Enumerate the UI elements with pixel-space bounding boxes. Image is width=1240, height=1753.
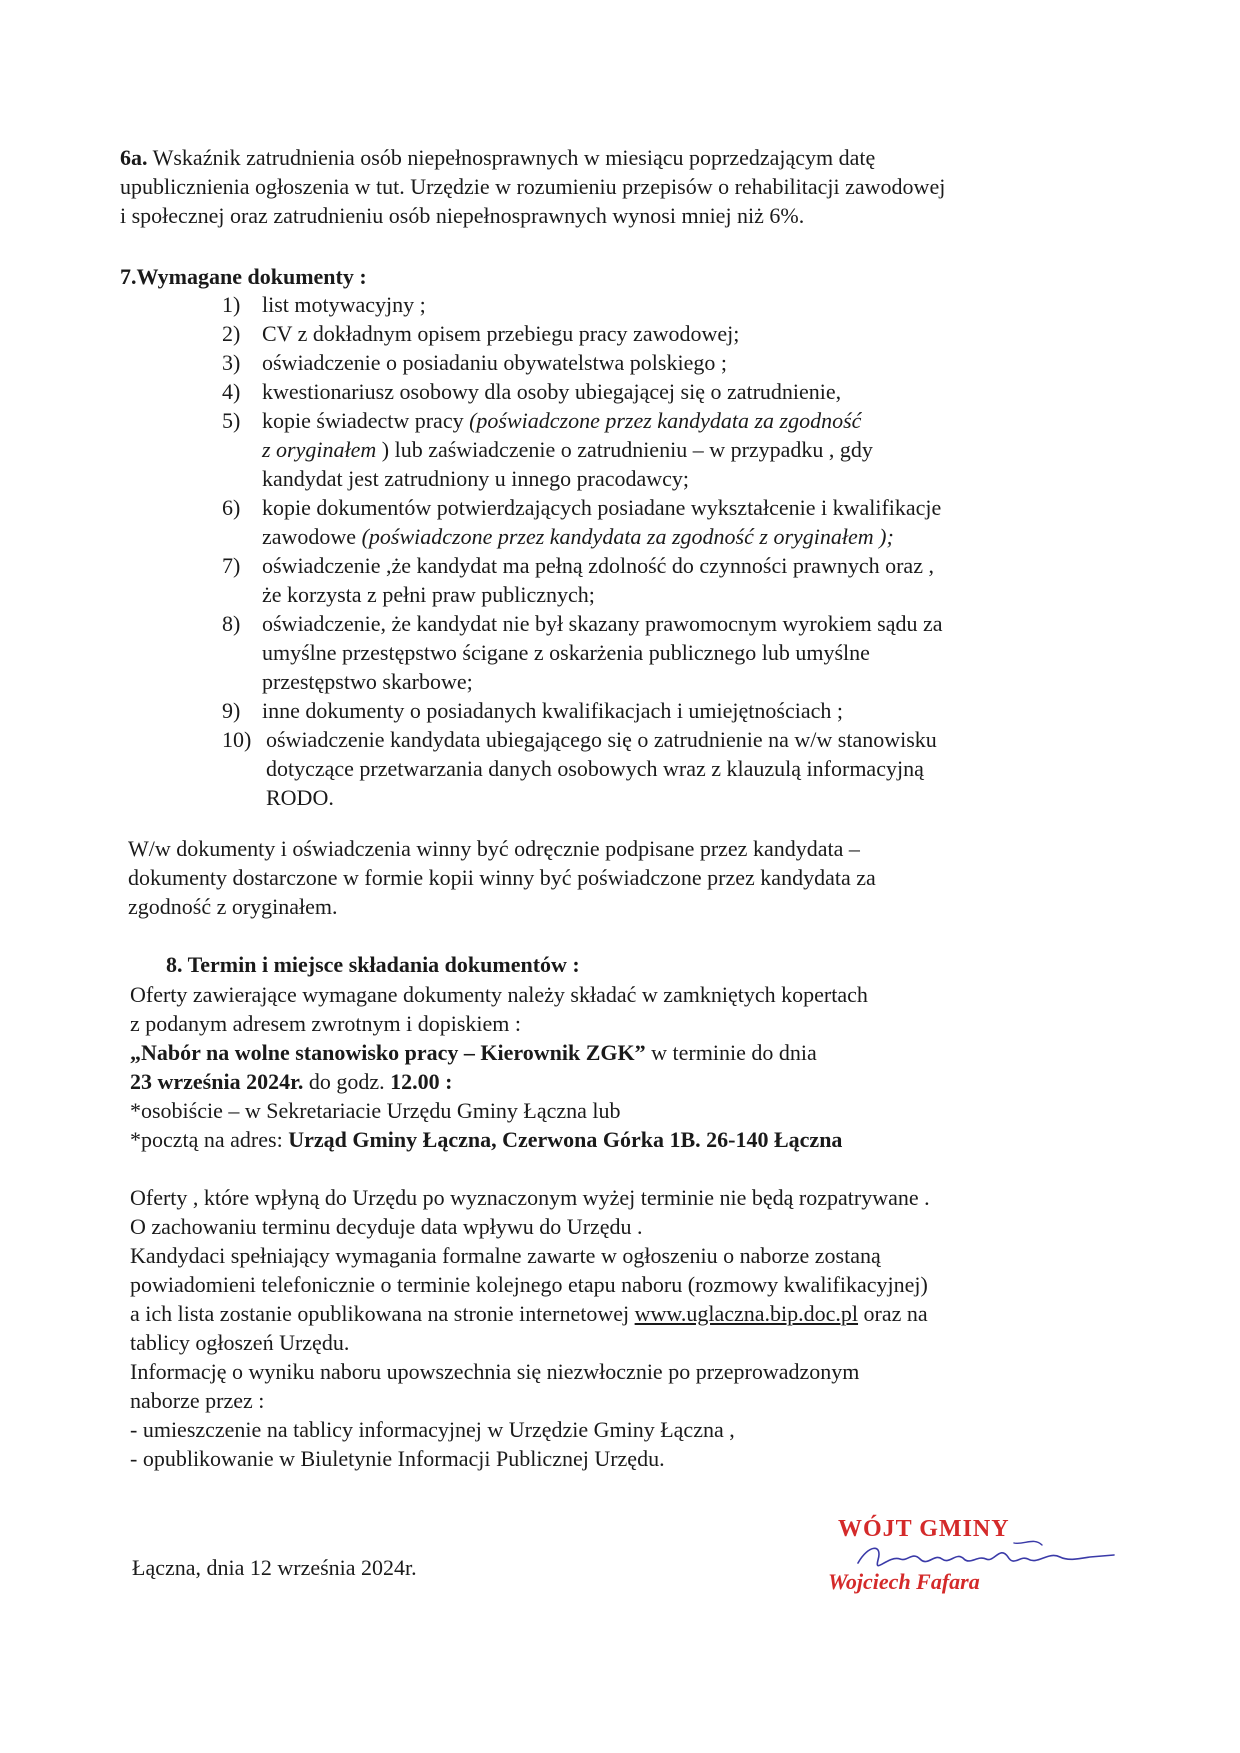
list-number: 10) [222,727,252,752]
section-6a-label: 6a. [120,145,148,170]
list-item: 3) oświadczenie o posiadaniu obywatelstwa polskiego ; [222,350,727,375]
submission-label: „Nabór na wolne stanowisko pracy – Kierownik ZGK” [130,1040,646,1065]
section-6a-line: i społecznej oraz zatrudnieniu osób niepełnosprawnych wynosi mniej niż 6%. [120,203,805,228]
signature-requirement-note: W/w dokumenty i oświadczenia winny być odręcznie podpisane przez kandydata – dokumenty dostarczone w formie kopii winny być poświadczone przez kandydata za zgodność z oryginałem. [128,836,876,919]
document-date: Łączna, dnia 12 września 2024r. [132,1555,417,1580]
handwritten-signature-icon [828,1515,1128,1615]
list-item: 4) kwestionariusz osobowy dla osoby ubiegającej się o zatrudnienie, [222,379,842,404]
list-number: 3) [222,350,241,375]
section-6a [120,143,1080,230]
list-item: 5) kopie świadectw pracy (poświadczone przez kandydata za zgodność z oryginałem ) lub zaświadczenie o zatrudnieniu – w przypadku , gdy kandydat jest zatrudniony u innego pracodawcy; [222,408,873,491]
stamp-title: WÓJT GMINY [838,1516,1010,1542]
list-number: 9) [222,698,241,723]
section-7-title: 7.Wymagane dokumenty : [120,264,367,289]
bip-website-link[interactable]: www.uglaczna.bip.doc.pl [634,1301,859,1326]
list-number: 4) [222,379,241,404]
required-documents-list [222,290,1082,812]
list-number: 2) [222,321,241,346]
section-8-body: Oferty zawierające wymagane dokumenty należy składać w zamkniętych kopertach z podanym adresem zwrotnym i dopiskiem : „Nabór na wolne stanowisko pracy – Kierownik ZGK” w terminie do dnia 23 września 2024r. do godz. 12.00 : *osobiście – w Sekretariacie Urzędu Gminy Łączna lub *pocztą na adres: Urząd Gminy Łączna, Czerwona Górka 1B. 26-140 Łączna [130,982,868,1152]
section-6a-line: 6a. Wskaźnik zatrudnienia osób niepełnosprawnych w miesiącu poprzedzającym datę [120,145,876,170]
office-address: Urząd Gminy Łączna, Czerwona Górka 1B. 26-140 Łączna [288,1127,843,1152]
list-item: 8) oświadczenie, że kandydat nie był skazany prawomocnym wyrokiem sądu za umyślne przestępstwo ścigane z oskarżenia publicznego lub umyślne przestępstwo skarbowe; [222,611,943,694]
list-item: 9) inne dokumenty o posiadanych kwalifikacjach i umiejętnościach ; [222,698,843,723]
section-8-title: 8. Termin i miejsce składania dokumentów : [166,952,580,977]
list-item: 7) oświadczenie ,że kandydat ma pełną zdolność do czynności prawnych oraz , że korzysta z pełni praw publicznych; [222,553,934,607]
list-item: 10) oświadczenie kandydata ubiegającego się o zatrudnienie na w/w stanowisku dotyczące przetwarzania danych osobowych wraz z klauzulą informacyjną RODO. [222,727,937,810]
list-number: 1) [222,292,241,317]
list-item: 1) list motywacyjny ; [222,292,426,317]
list-number: 7) [222,553,241,578]
section-6a-line: upublicznienia ogłoszenia w tut. Urzędzie w rozumieniu przepisów o rehabilitacji zawodowej [120,174,946,199]
signature-stamp [828,1515,1128,1615]
offers-information: Oferty , które wpłyną do Urzędu po wyznaczonym wyżej terminie nie będą rozpatrywane . O zachowaniu terminu decyduje data wpływu do Urzędu . Kandydaci spełniający wymagania formalne zawarte w ogłoszeniu o naborze zostaną powiadomieni telefonicznie o terminie kolejnego etapu naboru (rozmowy kwalifikacyjnej) a ich lista zostanie opublikowana na stronie internetowej www.uglaczna.bip.doc.pl oraz na tablicy ogłoszeń Urzędu. Informację o wyniku naboru upowszechnia się niezwłocznie po przeprowadzonym naborze przez : - umieszczenie na tablicy informacyjnej w Urzędzie Gminy Łączna , - opublikowanie w Biuletynie Informacji Publicznej Urzędu. [130,1185,930,1471]
deadline-time: 12.00 : [390,1069,453,1094]
deadline-date: 23 września 2024r. [130,1069,304,1094]
list-number: 6) [222,495,241,520]
list-number: 5) [222,408,241,433]
list-item: 2) CV z dokładnym opisem przebiegu pracy zawodowej; [222,321,740,346]
list-number: 8) [222,611,241,636]
stamp-name: Wojciech Fafara [828,1569,980,1594]
list-item: 6) kopie dokumentów potwierdzających posiadane wykształcenie i kwalifikacje zawodowe (poświadczone przez kandydata za zgodność z oryginałem ); [222,495,942,549]
